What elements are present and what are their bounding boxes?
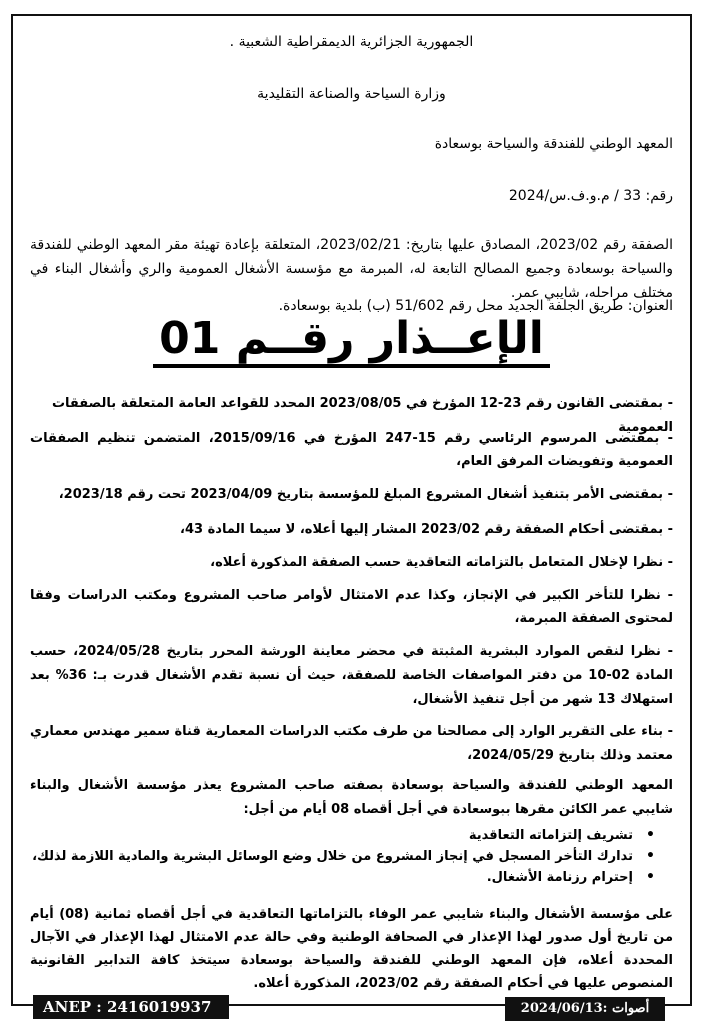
obligation-item: • تشريف إلتزاماته التعاقدية [30, 825, 633, 846]
notice-title [0, 310, 703, 368]
clause: - نظرا لنقص الموارد البشرية المثبتة في محضر معاينة الورشة المحرر بتاريخ 2024/05/28، حسب المادة 02-10 من دفتر المواصفات الخاصة للصفقة، حيث أن نسبة تقدم الأشغال قدرت بـ: 36% بعد استهلاك 13 شهر من أجل تنفيذ الأشغال، [30, 644, 674, 707]
contract-paragraph: الصفقة رقم 2023/02، المصادق عليها بتاريخ: 2023/02/21، المتعلقة بإعادة تهيئة مقر المعهد الوطني للفندقة والسياحة بوسعادة وجميع المصالح التابعة له، المبرمة مع مؤسسة الأشغال العمومية والري وأشغال البناء في مختلف مراحله، شايبي عمر. [30, 237, 673, 301]
clause: - بمقتضى القانون رقم 23-12 المؤرخ في 2023/08/05 المحدد للقواعد العامة المتعلقة بالصفقات العمومية [51, 396, 673, 435]
obligation-item: • تدارك التأخر المسجل في إنجاز المشروع من خلال وضع الوسائل البشرية والمادية اللازمة لذلك، [30, 846, 633, 867]
obligations-list [30, 825, 673, 888]
clause: - نظرا لإخلال المتعامل بالتزاماته التعاقدية حسب الصفقة المذكورة أعلاه، [210, 555, 673, 570]
clause: - بناء على التقرير الوارد إلى مصالحنا من طرف مكتب الدراسات المعمارية قناة سمير مهندس معماري معتمد وذلك بتاريخ 2024/05/29، [30, 724, 673, 763]
notice-paragraph: المعهد الوطني للفندقة والسياحة بوسعادة بصفته صاحب المشروع يعذر مؤسسة الأشغال والبناء شايبي عمر الكائن مقرها ببوسعادة في أجل أقصاه 08 أيام من أجل: [30, 778, 673, 817]
clause: - بمقتضى المرسوم الرئاسي رقم 15-247 المؤرخ في 2015/09/16، المتضمن تنظيم الصفقات العمومية وتفويضات المرفق العام، [30, 431, 673, 469]
closing-paragraph: على مؤسسة الأشغال والبناء شايبي عمر الوفاء بالتزاماتها التعاقدية في أجل أقصاه ثمانية (08) أيام من تاريخ أول صدور لهذا الإعذار في الصحافة الوطنية وفي حالة عدم الامتثال لهذا الإعذار في الآجال المحددة أعلاه، فإن المعهد الوطني للفندقة والسياحة بوسعادة سيتخذ كافة التدابير القانونية المنصوص عليها في أحكام الصفقة رقم 2023/02، المذكورة أعلاه. [30, 907, 673, 991]
republic-heading: الجمهورية الجزائرية الديمقراطية الشعبية . [229, 34, 474, 50]
reference-number: رقم: 33 / م.و.ف.س/2024 [508, 188, 673, 204]
address-line: العنوان: طريق الجلفة الجديد محل رقم 51/602 (ب) بلدية بوسعادة. [278, 298, 673, 314]
clause: - بمقتضى الأمر بتنفيذ أشغال المشروع المبلغ للمؤسسة بتاريخ 2023/04/09 تحت رقم 2023/18، [58, 487, 673, 502]
institute-name: المعهد الوطني للفندقة والسياحة بوسعادة [434, 136, 673, 152]
publication-date-badge: أصوات :2024/06/13 [505, 997, 665, 1021]
clause: - نظرا للتأخر الكبير في الإنجاز، وكذا عدم الامتثال لأوامر صاحب المشروع ومكتب الدراسات وفقا لمحتوى الصفقة المبرمة، [30, 588, 673, 626]
clause: - بمقتضى أحكام الصفقة رقم 2023/02 المشار إليها أعلاه، لا سيما المادة 43، [180, 522, 673, 537]
ministry-heading: وزارة السياحة والصناعة التقليدية [257, 86, 446, 102]
obligation-item: • إحترام رزنامة الأشغال. [30, 867, 633, 888]
anep-number-badge: ANEP : 2416019937 [33, 995, 229, 1019]
notice-title-text: الإعــذار رقــم 01 [153, 313, 550, 368]
